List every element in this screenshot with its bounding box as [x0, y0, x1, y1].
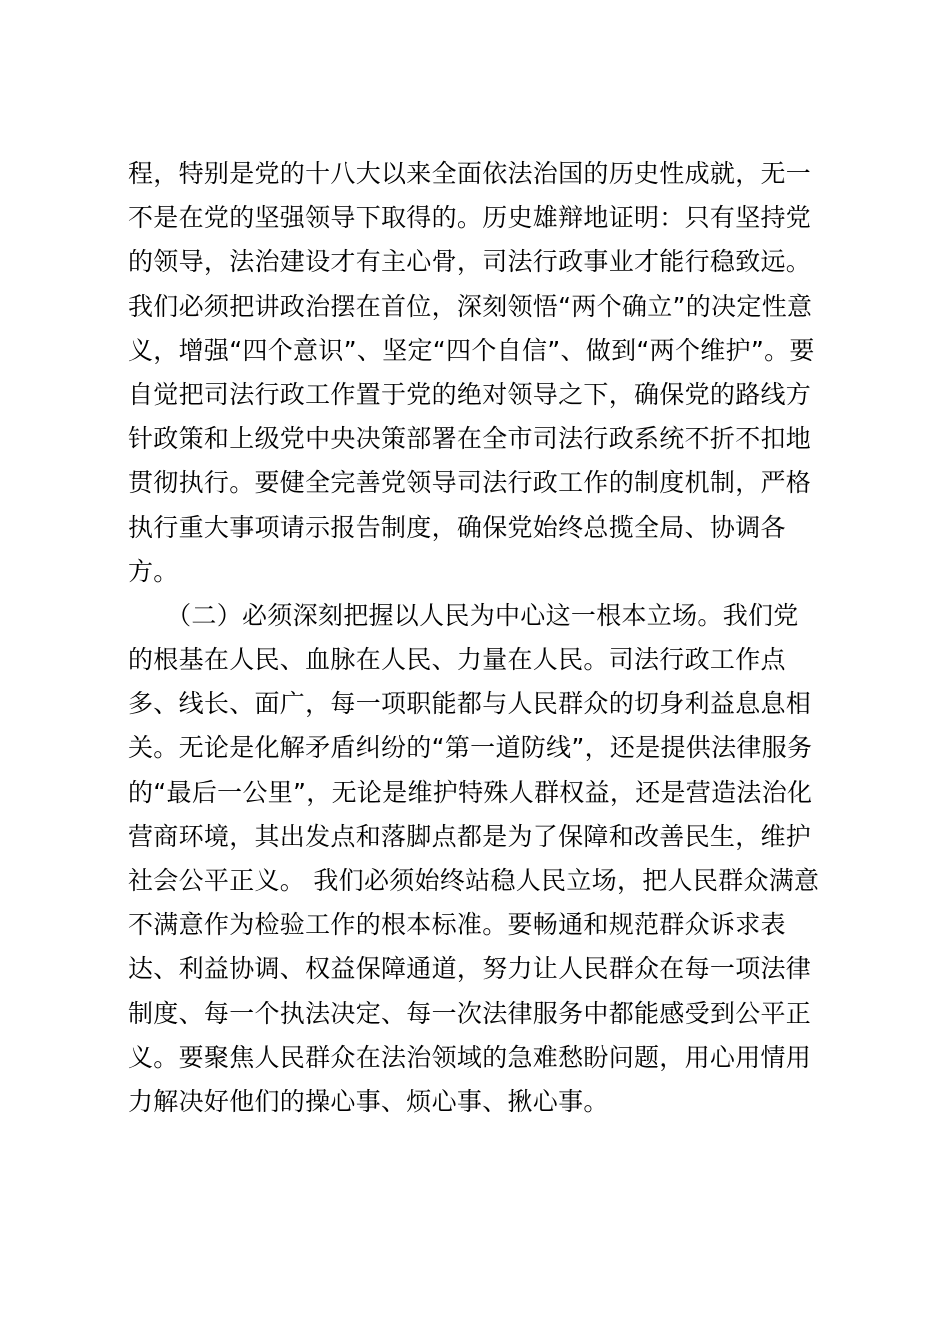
- text-line: 不是在党的坚强领导下取得的。历史雄辩地证明：只有坚持党: [128, 203, 812, 233]
- text-line: 关。无论是化解矛盾纠纷的“第一道防线”，还是提供法律服务: [128, 733, 813, 763]
- text-line: 针政策和上级党中央决策部署在全市司法行政系统不折不扣地: [128, 424, 812, 454]
- text-line: 我们必须把讲政治摆在首位，深刻领悟“两个确立”的决定性意: [128, 291, 813, 321]
- text-line: 达、利益协调、权益保障通道，努力让人民群众在每一项法律: [128, 954, 812, 984]
- body-text: [128, 152, 828, 1124]
- text-line: 不满意作为检验工作的根本标准。要畅通和规范群众诉求表: [128, 910, 786, 940]
- text-line: 执行重大事项请示报告制度，确保党始终总揽全局、协调各: [128, 512, 786, 542]
- text-line: 的“最后一公里”，无论是维护特殊人群权益，还是营造法治化: [128, 777, 813, 807]
- text-line: 方。: [128, 556, 179, 586]
- text-line: 自觉把司法行政工作置于党的绝对领导之下，确保党的路线方: [128, 379, 812, 409]
- section-heading-line: （二）必须深刻把握以人民为中心这一根本立场。我们党: [128, 600, 799, 630]
- text-line: 力解决好他们的操心事、烦心事、揪心事。: [128, 1086, 609, 1116]
- text-line: 的领导，法治建设才有主心骨，司法行政事业才能行稳致远。: [128, 247, 812, 277]
- text-line: 营商环境，其出发点和落脚点都是为了保障和改善民生，维护: [128, 821, 812, 851]
- text-line: 义，增强“四个意识”、坚定“四个自信”、做到“两个维护”。要: [128, 335, 815, 365]
- text-line: 制度、每一个执法决定、每一次法律服务中都能感受到公平正: [128, 998, 812, 1028]
- text-line: 贯彻执行。要健全完善党领导司法行政工作的制度机制，严格: [128, 468, 812, 498]
- text-line: 多、线长、面广，每一项职能都与人民群众的切身利益息息相: [128, 689, 812, 719]
- text-line: 的根基在人民、血脉在人民、力量在人民。司法行政工作点: [128, 645, 786, 675]
- text-line: 义。要聚焦人民群众在法治领域的急难愁盼问题，用心用情用: [128, 1042, 812, 1072]
- text-line: 程，特别是党的十八大以来全面依法治国的历史性成就，无一: [128, 159, 812, 188]
- text-line: 社会公平正义。 我们必须始终站稳人民立场，把人民群众满意: [128, 866, 820, 895]
